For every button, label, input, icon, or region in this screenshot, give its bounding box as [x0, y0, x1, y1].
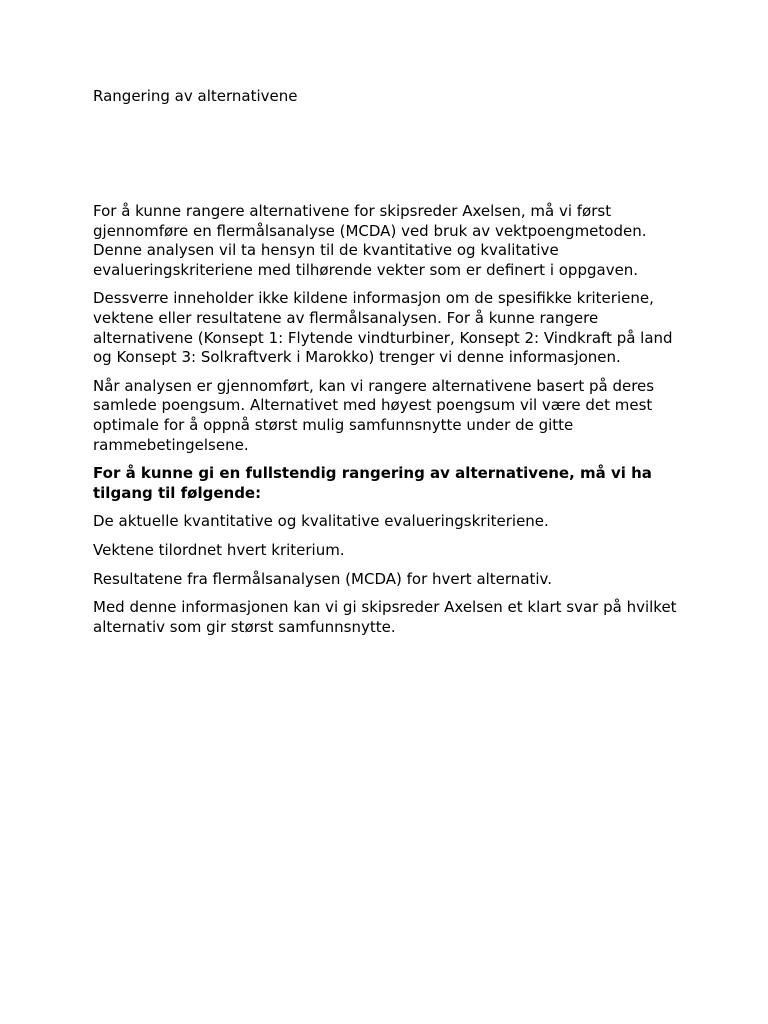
- paragraph-conclusion: Med denne informasjonen kan vi gi skipsreder Axelsen et klart svar på hvilket alternativ som gir størst samfunnsnytte.: [93, 598, 677, 636]
- paragraph-requirement-criteria: De aktuelle kvantitative og kvalitative evalueringskriteriene.: [93, 512, 549, 531]
- paragraph-requirements-heading: For å kunne gi en fullstendig rangering av alternativene, må vi ha tilgang til følgende:: [93, 464, 652, 502]
- paragraph-ranking-method: Når analysen er gjennomført, kan vi rangere alternativene basert på deres samlede poengsum. Alternativet med høyest poengsum vil være det mest optimale for å oppnå størst mulig samfunnsnytte under de gitte rammebetingelsene.: [93, 376, 655, 454]
- paragraph-requirement-results: Resultatene fra flermålsanalysen (MCDA) for hvert alternativ.: [93, 569, 553, 588]
- paragraph-mcda-intro: For å kunne rangere alternativene for skipsreder Axelsen, må vi først gjennomføre en flermålsanalyse (MCDA) ved bruk av vektpoengmetoden. Denne analysen vil ta hensyn til de kvantitative og kvalitative evalueringskriteriene med tilhørende vekter som er definert i oppgaven.: [93, 202, 647, 279]
- document-title: Rangering av alternativene: [93, 87, 298, 105]
- paragraph-requirement-weights: Vektene tilordnet hvert kriterium.: [93, 540, 345, 559]
- document-body: [93, 202, 683, 646]
- paragraph-missing-info: Dessverre inneholder ikke kildene informasjon om de spesifikke kriteriene, vektene eller resultatene av flermålsanalysen. For å kunne rangere alternativene (Konsept 1: Flytende vindturbiner, Konsept 2: Vindkraft på land og Konsept 3: Solkraftverk i Marokko) trenger vi denne informasjonen.: [93, 289, 673, 367]
